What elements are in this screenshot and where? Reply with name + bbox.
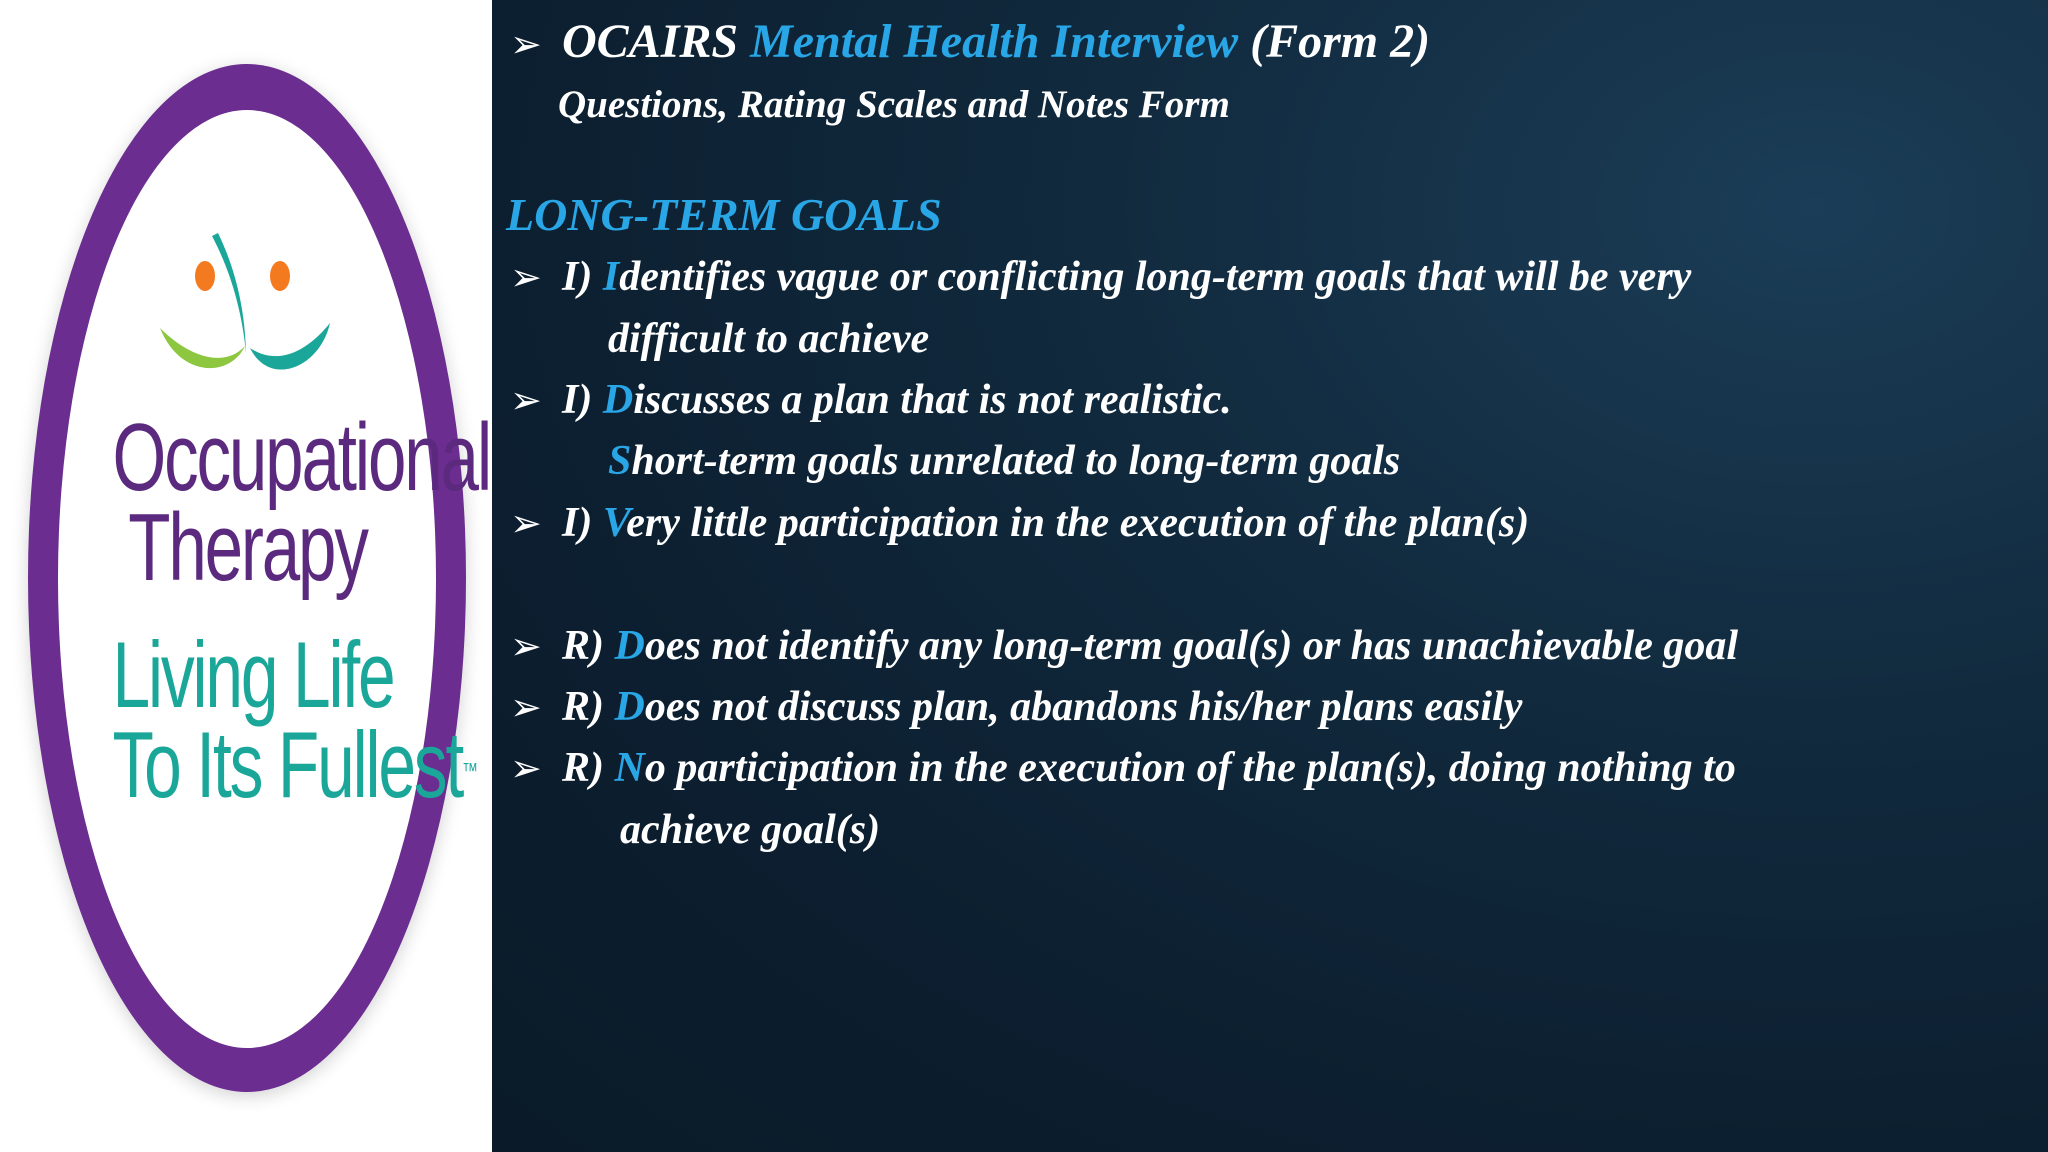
people-figures-icon [150,228,340,398]
logo-panel [0,0,492,1152]
item-initial: D [602,377,634,423]
item-initial: D [614,623,645,669]
list-item [510,498,1529,548]
bullet-arrow-icon: ➢ [510,22,542,66]
item-initial: V [602,500,627,546]
item-text: iscusses a plan that is not realistic. [633,377,1232,423]
bullet-arrow-icon: ➢ [510,746,542,790]
bullet-arrow-icon: ➢ [510,685,542,729]
header-title [510,14,1430,72]
section-heading: LONG-TERM GOALS [506,189,942,240]
bullet-arrow-icon: ➢ [510,378,542,422]
logo-tagline-text: To Its Fullest [112,712,463,817]
list-item-continuation: achieve goal(s) [620,807,881,853]
logo-text-therapy: Therapy [128,494,367,601]
item-initial: D [614,684,645,730]
list-item-continuation: difficult to achieve [608,316,930,362]
item-text: hort-term goals unrelated to long-term goals [631,438,1401,484]
item-prefix: I) [562,377,603,423]
item-prefix: R) [562,745,615,791]
list-item [510,682,1522,732]
logo-text-to-its-fullest [112,712,478,817]
logo-text-occupational: Occupational [112,404,491,511]
title-part1: OCAIRS [562,15,751,68]
header-subtitle: Questions, Rating Scales and Notes Form [558,83,1230,126]
list-item [510,375,1232,425]
list-item [510,743,1736,793]
item-prefix: I) [562,254,603,300]
item-prefix: R) [562,623,615,669]
item-text: dentifies vague or conflicting long-term goals that will be very [619,254,1692,300]
list-item [510,252,1691,302]
list-item-continuation [608,436,1400,486]
item-initial: S [608,438,632,484]
item-initial: I [602,254,620,300]
list-item [510,621,1738,671]
trademark-symbol: ™ [462,758,478,783]
item-prefix: R) [562,684,615,730]
bullet-arrow-icon: ➢ [510,501,542,545]
item-initial: N [614,745,645,791]
item-prefix: I) [562,500,603,546]
bullet-arrow-icon: ➢ [510,624,542,668]
item-text: ery little participation in the execution of the plan(s) [626,500,1530,546]
bullet-arrow-icon: ➢ [510,255,542,299]
item-text: oes not discuss plan, abandons his/her plans easily [644,684,1523,730]
content-panel [492,0,2048,1152]
title-accent: Mental Health Interview [750,15,1239,68]
title-part2: (Form 2) [1238,15,1431,68]
item-text: oes not identify any long-term goal(s) or has unachievable goal [644,623,1739,669]
item-text: o participation in the execution of the plan(s), doing nothing to [644,745,1736,791]
logo-text-living-life: Living Life [112,622,394,727]
